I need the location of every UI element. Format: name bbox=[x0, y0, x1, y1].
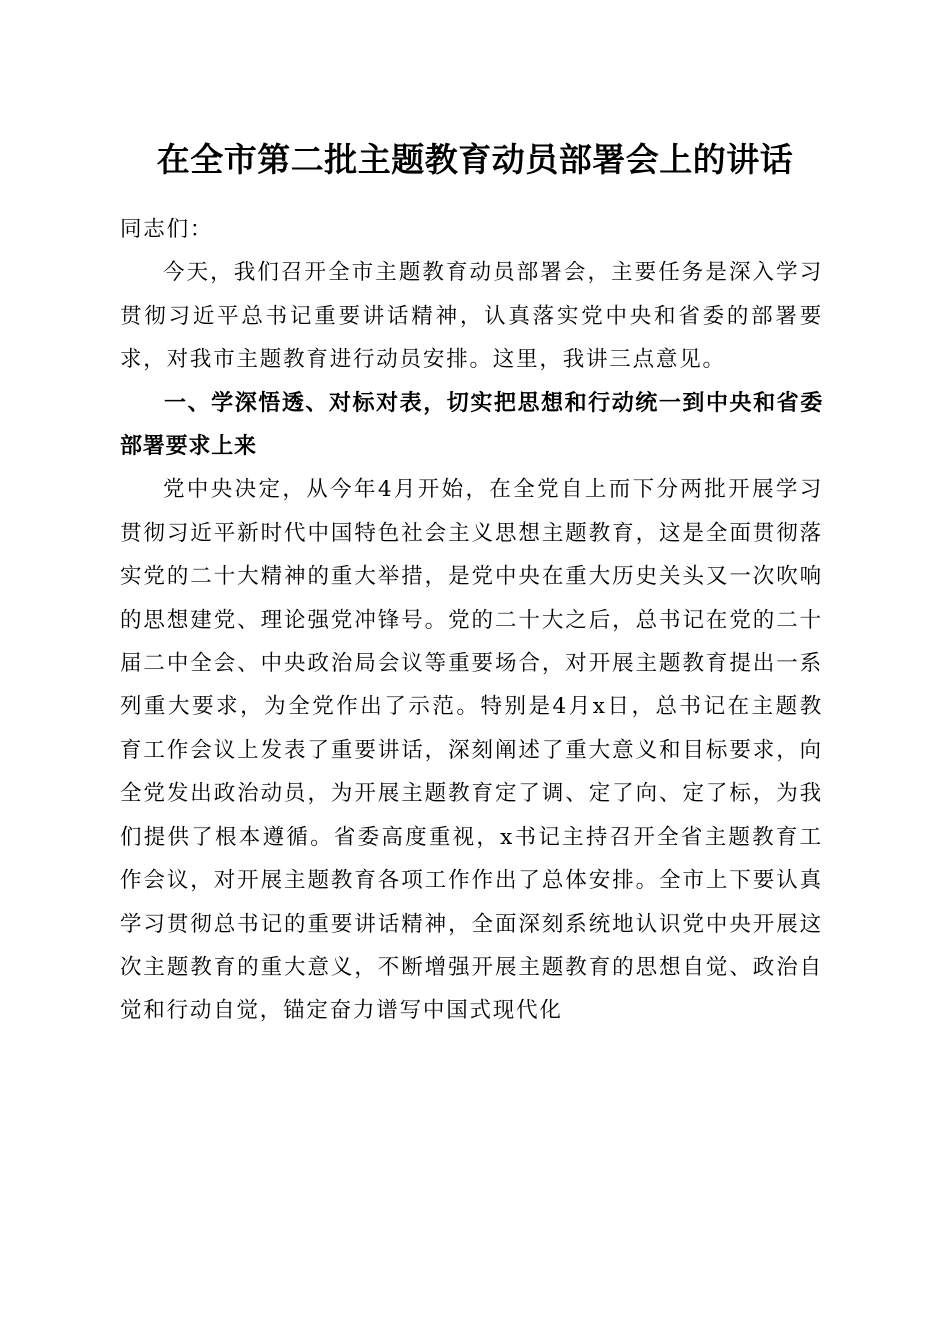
document-title: 在全市第二批主题教育动员部署会上的讲话 bbox=[156, 140, 794, 179]
section-paragraph: 党中央决定，从今年4月开始，在全党自上而下分两批开展学习贯彻习近平新时代中国特色社会主义思想主题教育，这是全面贯彻落实党的二十大精神的重大举措，是党中央在重大历史关头又一次吹响的思想建党、理论强党冲锋号。党的二十大之后，总书记在党的二十届二中全会、中央政治局会议等重要场合，对开展主题教育提出一系列重大要求，为全党作出了示范。特别是4月x日，总书记在主题教育工作会议上发表了重要讲话，深刻阐述了重大意义和目标要求，向全党发出政治动员，为开展主题教育定了调、定了向、定了标，为我们提供了根本遵循。省委高度重视，x书记主持召开全省主题教育工作会议，对开展主题教育各项工作作出了总体安排。全市上下要认真学习贯彻总书记的重要讲话精神，全面深刻系统地认识党中央开展这次主题教育的重大意义，不断增强开展主题教育的思想自觉、政治自觉和行动自觉，锚定奋力谱写中国式现代化 bbox=[120, 477, 823, 1024]
salutation: 同志们： bbox=[120, 217, 214, 242]
intro-paragraph: 今天，我们召开全市主题教育动员部署会，主要任务是深入学习贯彻习近平总书记重要讲话精神，认真落实党中央和省委的部署要求，对我市主题教育进行动员安排。这里，我讲三点意见。 bbox=[120, 260, 823, 373]
section-heading: 一、学深悟透、对标对表，切实把思想和行动统一到中央和省委部署要求上来 bbox=[120, 390, 823, 460]
document-body bbox=[120, 208, 823, 1033]
